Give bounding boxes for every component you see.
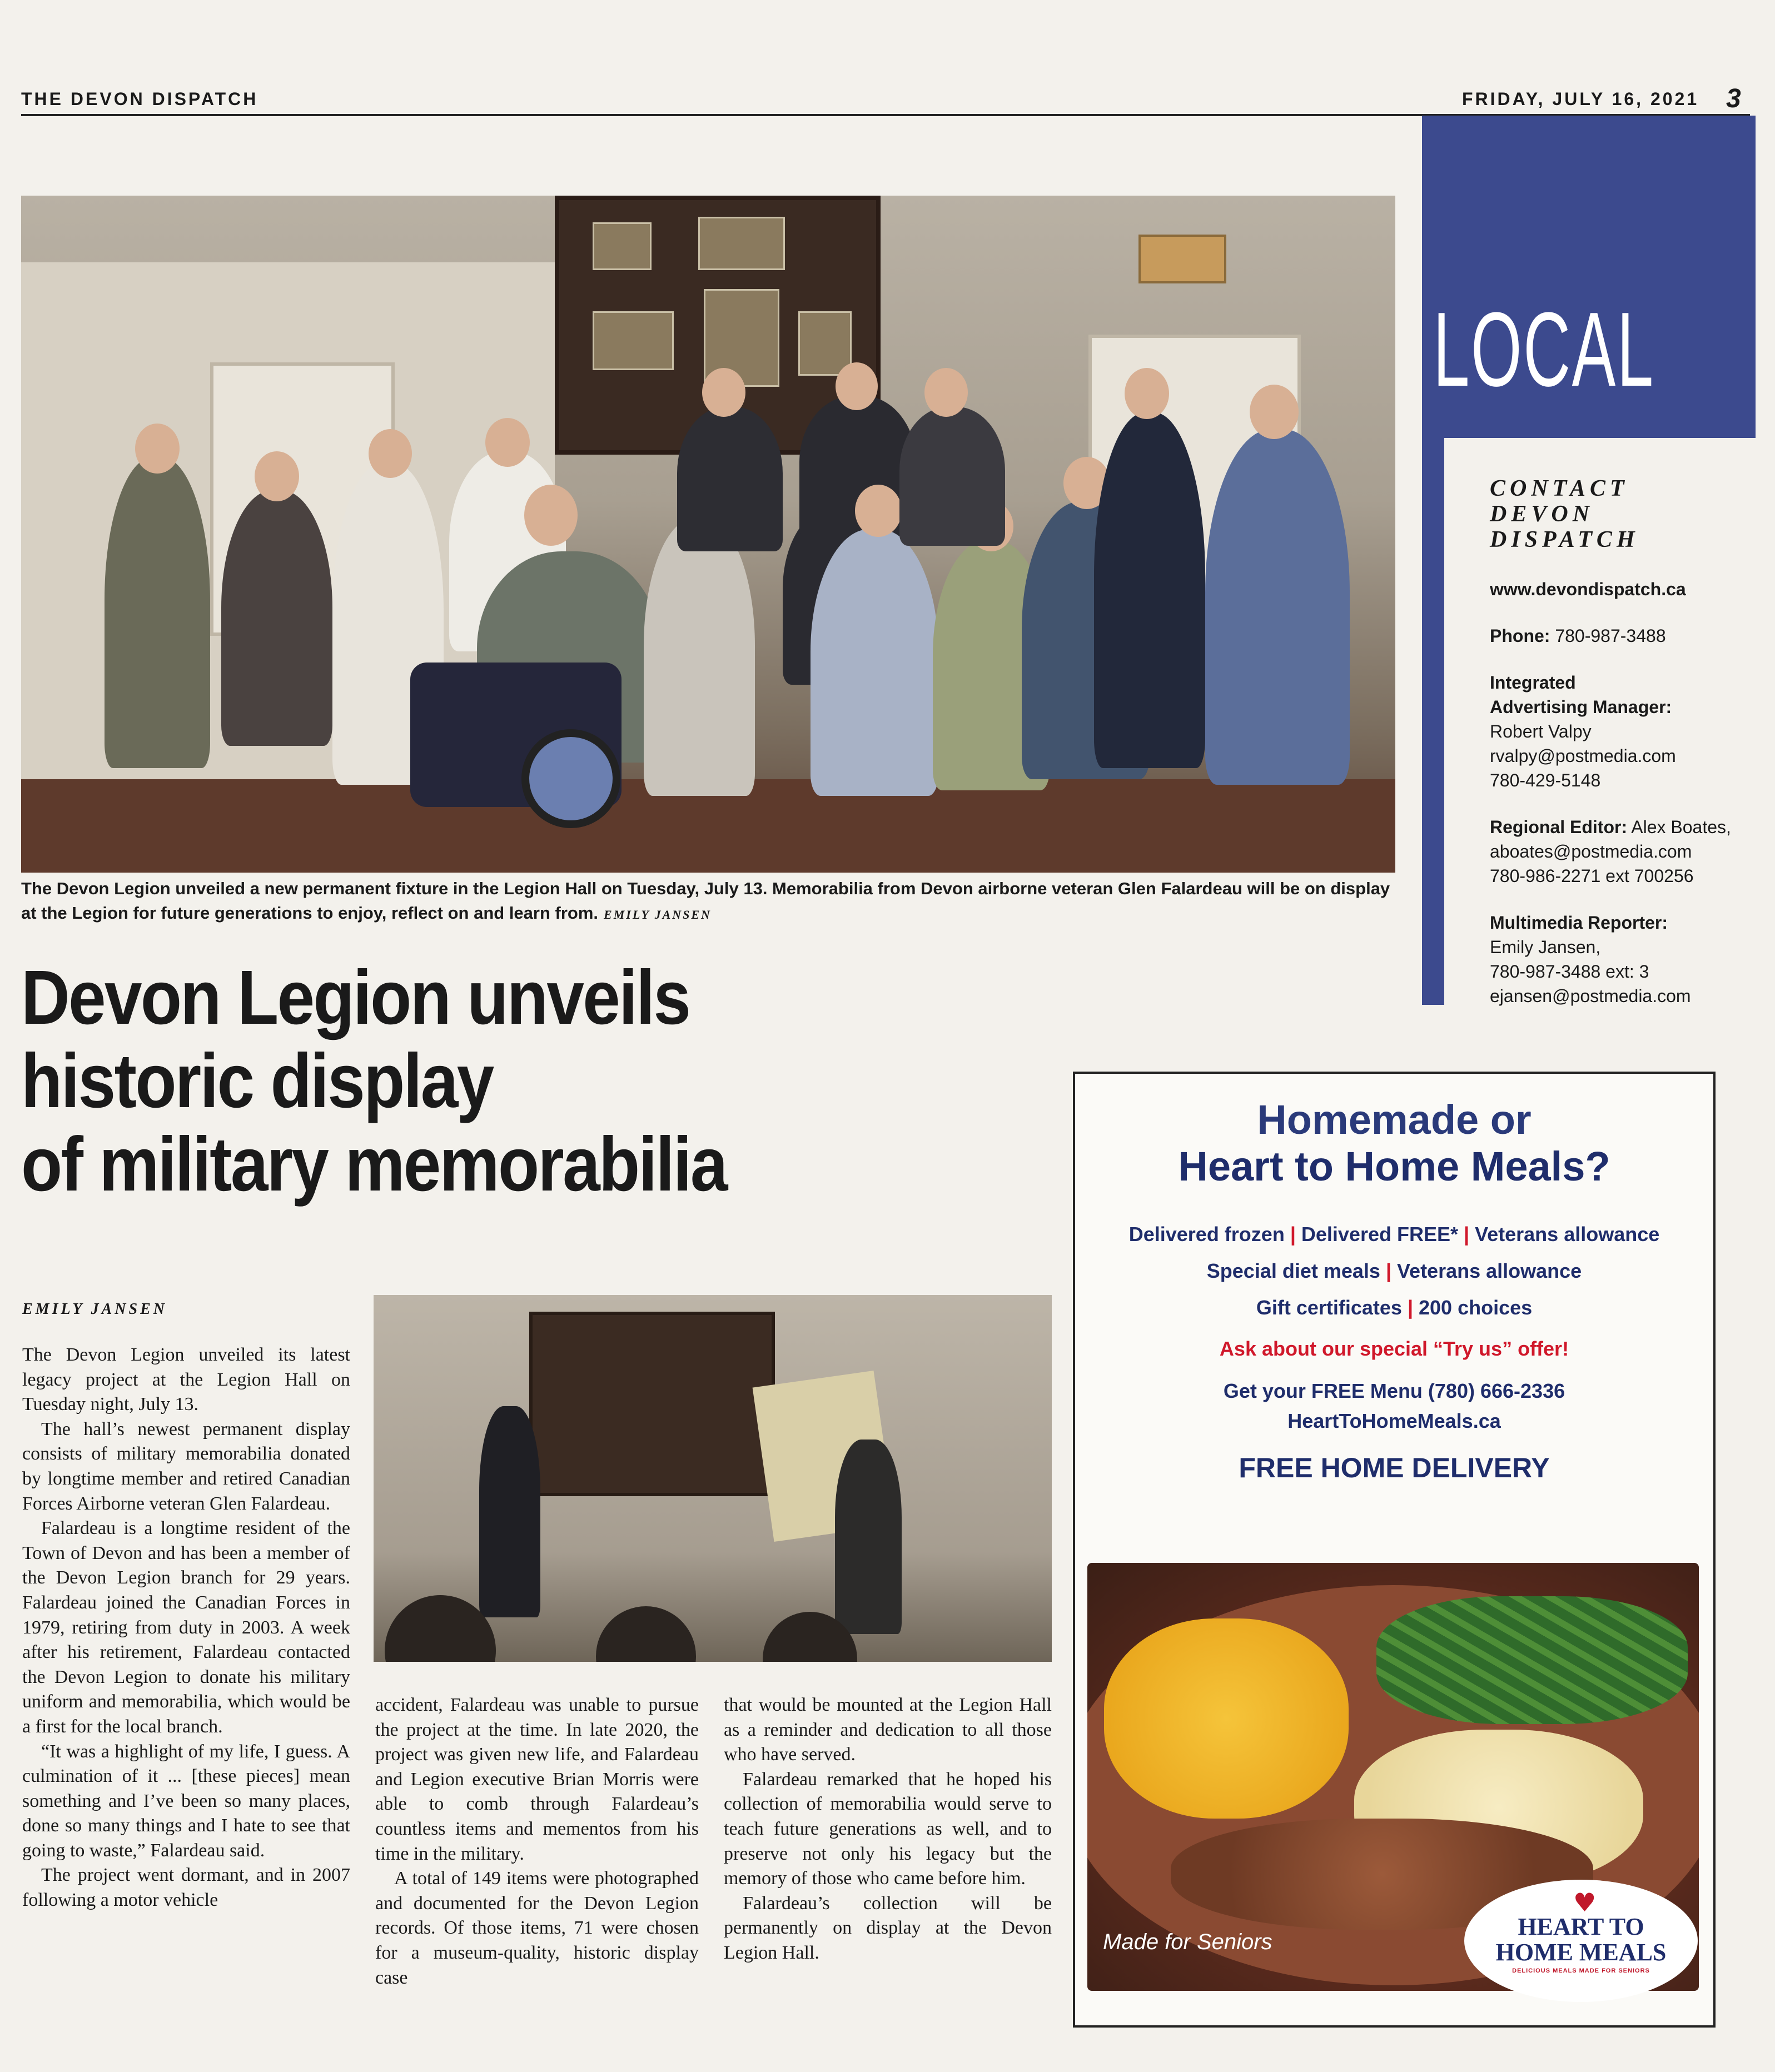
audience-head (596, 1606, 696, 1662)
ad-features: Delivered frozen | Delivered FREE* | Veterans allowance (1128, 1223, 1660, 1246)
person (835, 1440, 902, 1634)
caption-text: The Devon Legion unveiled a new permanent fixture in the Legion Hall on Tuesday, July 13. Memorabilia from Devon airborne veteran Glen Falardeau will be on display at the Legion for future generations to enjoy, reflect on and learn from. (21, 879, 1390, 923)
ad-phone: Get your FREE Menu (780) 666-2336 (1223, 1379, 1565, 1402)
paper-name: THE DEVON DISPATCH (21, 89, 258, 109)
ad-manager-label: Advertising Manager: (1490, 697, 1672, 717)
website-link[interactable]: www.devondispatch.ca (1490, 579, 1686, 599)
paragraph: Falardeau is a longtime resident of the Town of Devon and has been a member of the Devon Legion branch for 29 years. Falardeau joined the Canadian Forces in 1979, retiring from duty in 2003. A week after his retirement, Falardeau contacted the Devon Legion to donate his military uniform and memorabilia, which would be a first for the local branch. (22, 1518, 350, 1737)
photo-credit: EMILY JANSEN (604, 908, 712, 922)
ad-title: Homemade or (1257, 1097, 1532, 1143)
ad-feature: Delivered FREE* (1301, 1223, 1459, 1246)
contact-heading-line: DEVON (1490, 501, 1594, 527)
article-column-1 (22, 1343, 350, 1913)
ad-feature: Veterans allowance (1397, 1259, 1582, 1282)
ad-features: Gift certificates | 200 choices (1256, 1296, 1533, 1319)
person-head (485, 418, 530, 467)
ad-manager-phone: 780-429-5148 (1490, 770, 1601, 790)
person (644, 518, 755, 796)
exit-sign (1138, 235, 1226, 283)
green-beans (1376, 1596, 1688, 1724)
ad-feature: Special diet meals (1206, 1259, 1380, 1282)
paragraph: The hall’s newest permanent display consists of military memorabilia donated by longtime member and retired Canadian Forces Airborne veteran Glen Falardeau. (22, 1418, 350, 1514)
corn (1104, 1618, 1349, 1819)
ad-tagline: Made for Seniors (1103, 1930, 1272, 1954)
paragraph: The project went dormant, and in 2007 following a motor vehicle (22, 1865, 350, 1911)
phone-number: 780-987-3488 (1555, 626, 1666, 646)
ad-feature: Veterans allowance (1475, 1223, 1660, 1246)
article-column-2 (375, 1693, 699, 1990)
logo-tagline: DELICIOUS MEALS MADE FOR SENIORS (1512, 1968, 1650, 1974)
page-date: FRIDAY, JULY 16, 2021 (1462, 89, 1699, 109)
person (221, 490, 332, 746)
person-head (524, 485, 578, 546)
article-headline (21, 956, 818, 1206)
paragraph: A total of 149 items were photographed and documented for the Devon Legion records. Of those items, 71 were chosen for a museum-quality, historic display case (375, 1868, 699, 1988)
article-column-3 (724, 1693, 1052, 1966)
headline-line: historic display (21, 1038, 493, 1124)
paragraph: The Devon Legion unveiled its latest legacy project at the Legion Hall on Tuesday night, July 13. (22, 1344, 350, 1415)
editor-name: Alex Boates, (1631, 817, 1731, 837)
person-head (369, 429, 412, 478)
ad-manager-email[interactable]: rvalpy@postmedia.com (1490, 746, 1676, 766)
section-label: LOCAL (1433, 291, 1655, 409)
display-item (593, 311, 674, 370)
ad-feature: 200 choices (1419, 1296, 1533, 1319)
ad-feature: Delivered frozen (1128, 1223, 1285, 1246)
ad-feature: Gift certificates (1256, 1296, 1402, 1319)
editor-phone: 780-986-2271 ext 700256 (1490, 866, 1694, 886)
person-head (1125, 368, 1169, 419)
contact-heading-line: DISPATCH (1490, 527, 1639, 552)
paragraph: Falardeau’s collection will be permanently on display at the Devon Legion Hall. (724, 1892, 1052, 1963)
reporter-name: Emily Jansen, (1490, 937, 1601, 957)
display-item (698, 217, 785, 270)
photo-caption (21, 876, 1394, 925)
display-item (798, 311, 852, 376)
paragraph: accident, Falardeau was unable to pursue the project at the time. In late 2020, the project was given new life, and Falardeau and Legion executive Brian Morris were able to comb through Falardeau’s countless items and mementos from his time in the military. (375, 1695, 699, 1864)
person-head (702, 368, 745, 417)
headline-line: of military memorabilia (21, 1122, 727, 1207)
advertisement (1073, 1072, 1716, 2028)
wheel (521, 729, 620, 828)
display-item (593, 222, 652, 270)
ad-delivery: FREE HOME DELIVERY (1239, 1452, 1550, 1483)
byline: EMILY JANSEN (22, 1301, 167, 1318)
headline-line: Devon Legion unveils (21, 955, 690, 1040)
editor-email[interactable]: aboates@postmedia.com (1490, 841, 1692, 861)
logo-text: HOME MEALS (1495, 1939, 1667, 1966)
person (105, 457, 210, 768)
ad-manager-label: Integrated (1490, 673, 1576, 693)
ad-offer: Ask about our special “Try us” offer! (1219, 1337, 1569, 1360)
contact-box (1490, 476, 1768, 1030)
paragraph: Falardeau remarked that he hoped his collection of memorabilia would serve to teach future generations as well, and to preserve not only his legacy but the memory of those who came before him. (724, 1769, 1052, 1889)
ad-features: Special diet meals | Veterans allowance (1206, 1259, 1582, 1282)
person-head (1250, 385, 1299, 439)
editor-label: Regional Editor: (1490, 817, 1628, 837)
reporter-email[interactable]: ejansen@postmedia.com (1490, 986, 1691, 1006)
ad-title: Heart to Home Meals? (1178, 1143, 1610, 1189)
person-head (836, 362, 878, 410)
heart-to-home-logo (1464, 1880, 1698, 2002)
ad-website[interactable]: HeartToHomeMeals.ca (1287, 1409, 1501, 1432)
inset-photo (374, 1295, 1052, 1662)
ad-manager-name: Robert Valpy (1490, 721, 1592, 741)
phone-label: Phone: (1490, 626, 1550, 646)
person (899, 407, 1005, 546)
person (479, 1406, 540, 1617)
person (811, 529, 938, 796)
person (1205, 429, 1350, 785)
paragraph: that would be mounted at the Legion Hall as a reminder and dedication to all those who have served. (724, 1695, 1052, 1765)
person-head (855, 485, 902, 537)
person-head (924, 368, 968, 417)
heart-icon: ♥ (1573, 1887, 1597, 1917)
person (677, 407, 783, 551)
contact-heading (1490, 476, 1768, 552)
reporter-label: Multimedia Reporter: (1490, 913, 1668, 933)
logo-text: HEART TO (1518, 1913, 1644, 1940)
contact-heading-line: CONTACT (1490, 476, 1629, 501)
display-case (529, 1312, 775, 1496)
main-photo (21, 196, 1395, 873)
reporter-phone: 780-987-3488 ext: 3 (1490, 962, 1649, 982)
person (1094, 412, 1205, 768)
paragraph: “It was a highlight of my life, I guess. A culmination of it ... [these pieces] mean something and I’ve been so many places, done so many things and I hate to see that going to waste,” Falardeau said. (22, 1741, 350, 1861)
person-head (255, 451, 299, 501)
person-head (135, 424, 180, 474)
page-number: 3 (1726, 84, 1741, 113)
